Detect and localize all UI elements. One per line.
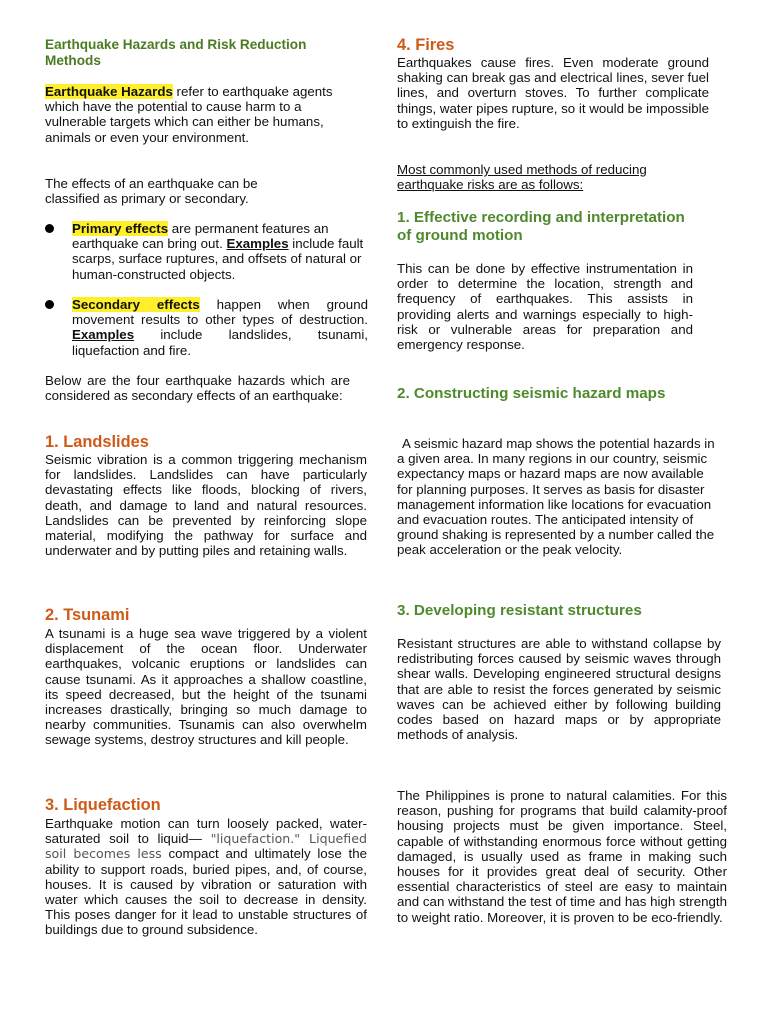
method-3-heading: 3. Developing resistant structures [397,602,642,619]
method-3-body-1: Resistant structures are able to withstand collapse by redistributing forces caused by seismic waves through shear walls. Developing engineered structural designs that are able to resist the forces generated by seismic waves can be achieved either by following building codes based on hazard maps or by appropriate methods of analysis. [397,636,721,743]
document-title: Earthquake Hazards and Risk Reduction Methods [45,37,307,68]
methods-intro: Most commonly used methods of reducing earthquake risks are as follows: [397,162,647,193]
primary-effects-item [72,221,365,282]
landslides-heading: 1. Landslides [45,433,149,451]
fires-body: Earthquakes cause fires. Even moderate ground shaking can break gas and electrical lines, sever fuel lines, and overturn stoves. To further complicate things, water pipes rupture, so it would be impossible to extinguish the fire. [397,55,709,131]
liquefaction-text-2: compact and ultimately lose the ability to support roads, buried pipes, and, of course, houses. It is caused by vibration or saturation with water which causes the soil to decrease in density. This poses danger for it lead to unstable structures of buildings due to ground subsidence. [45,846,367,938]
fires-heading: 4. Fires [397,36,455,54]
intro-paragraph [45,84,345,145]
four-hazards-intro: Below are the four earthquake hazards which are considered as secondary effects of an earthquake: [45,373,350,404]
primary-examples-text: include fault scarps, surface ruptures, and offsets of natural or human-constructed objects. [72,236,364,282]
earthquake-hazards-highlight: Earthquake Hazards [45,84,173,99]
bullet-icon [45,224,54,233]
method-1-body: This can be done by effective instrumentation in order to determine the location, strength and frequency of earthquakes. This assists in providing alerts and warnings especially to high-risk or vulnerable areas for preparation and emergency response. [397,261,693,353]
tsunami-heading: 2. Tsunami [45,606,130,624]
method-2-body: A seismic hazard map shows the potential hazards in a given area. In many regions in our country, seismic expectancy maps or hazard maps are now available for planning purposes. It serves as basis for disaster management information like locations for evacuation and evacuation routes. The anticipated intensity of ground shaking is represented by a number called the peak acceleration or the peak velocity. [397,436,715,558]
primary-effects-text: are permanent features an earthquake can bring out. [72,221,329,252]
method-2-heading: 2. Constructing seismic hazard maps [397,385,666,402]
secondary-effects-highlight: Secondary effects [72,297,200,312]
secondary-effects-item [72,297,368,358]
secondary-examples-label: Examples [72,327,135,343]
tsunami-body: A tsunami is a huge sea wave triggered by a violent displacement of the ocean floor. Underwater earthquakes, volcanic eruptions or landslides can cause tsunami. As it approaches a shallow coastline, its speed decreased, but the height of the tsunami increases drastically, bringing so much damage to nearby communities. Tsunamis can also overwhelm sewage systems, destroy structures and kill people. [45,626,367,748]
secondary-examples-text: include landslides, tsunami, liquefaction and fire. [72,327,368,358]
method-1-heading: 1. Effective recording and interpretation of ground motion [397,209,685,244]
liquefaction-heading: 3. Liquefaction [45,796,161,814]
landslides-body: Seismic vibration is a common triggering mechanism for landslides. Landslides can have particularly devastating effects like floods, blocking of rivers, death, and damage to land and natural resources. Landslides can be prevented by reinforcing slope material, modifying the pathway for surface and underwater and by putting piles and retaining walls. [45,452,367,559]
primary-effects-highlight: Primary effects [72,221,169,236]
effects-intro: The effects of an earthquake can be classified as primary or secondary. [45,176,258,207]
liquefaction-text-1: Earthquake motion can turn loosely packed, water-saturated soil to liquid— [45,816,367,847]
liquefaction-quote: "liquefaction." Liquefied soil becomes less [45,831,367,862]
liquefaction-body [45,816,367,938]
intro-text: refer to earthquake agents which have the potential to cause harm to a vulnerable targets which can either be humans, animals or even your environment. [45,84,333,145]
secondary-effects-text: happen when ground movement results to other types of destruction. [72,297,368,328]
bullet-icon [45,300,54,309]
method-3-body-2: The Philippines is prone to natural calamities. For this reason, pushing for programs that build calamity-proof housing projects must be given importance. Steel, capable of withstanding enormous force without getting damaged, is usually used as frame in making such houses for it provides great deal of security. Other essential characteristics of steel are easy to maintain and can withstand the test of time and has high strength to weight ratio. Moreover, it is proven to be eco-friendly. [397,788,727,925]
primary-examples-label: Examples [226,236,289,252]
